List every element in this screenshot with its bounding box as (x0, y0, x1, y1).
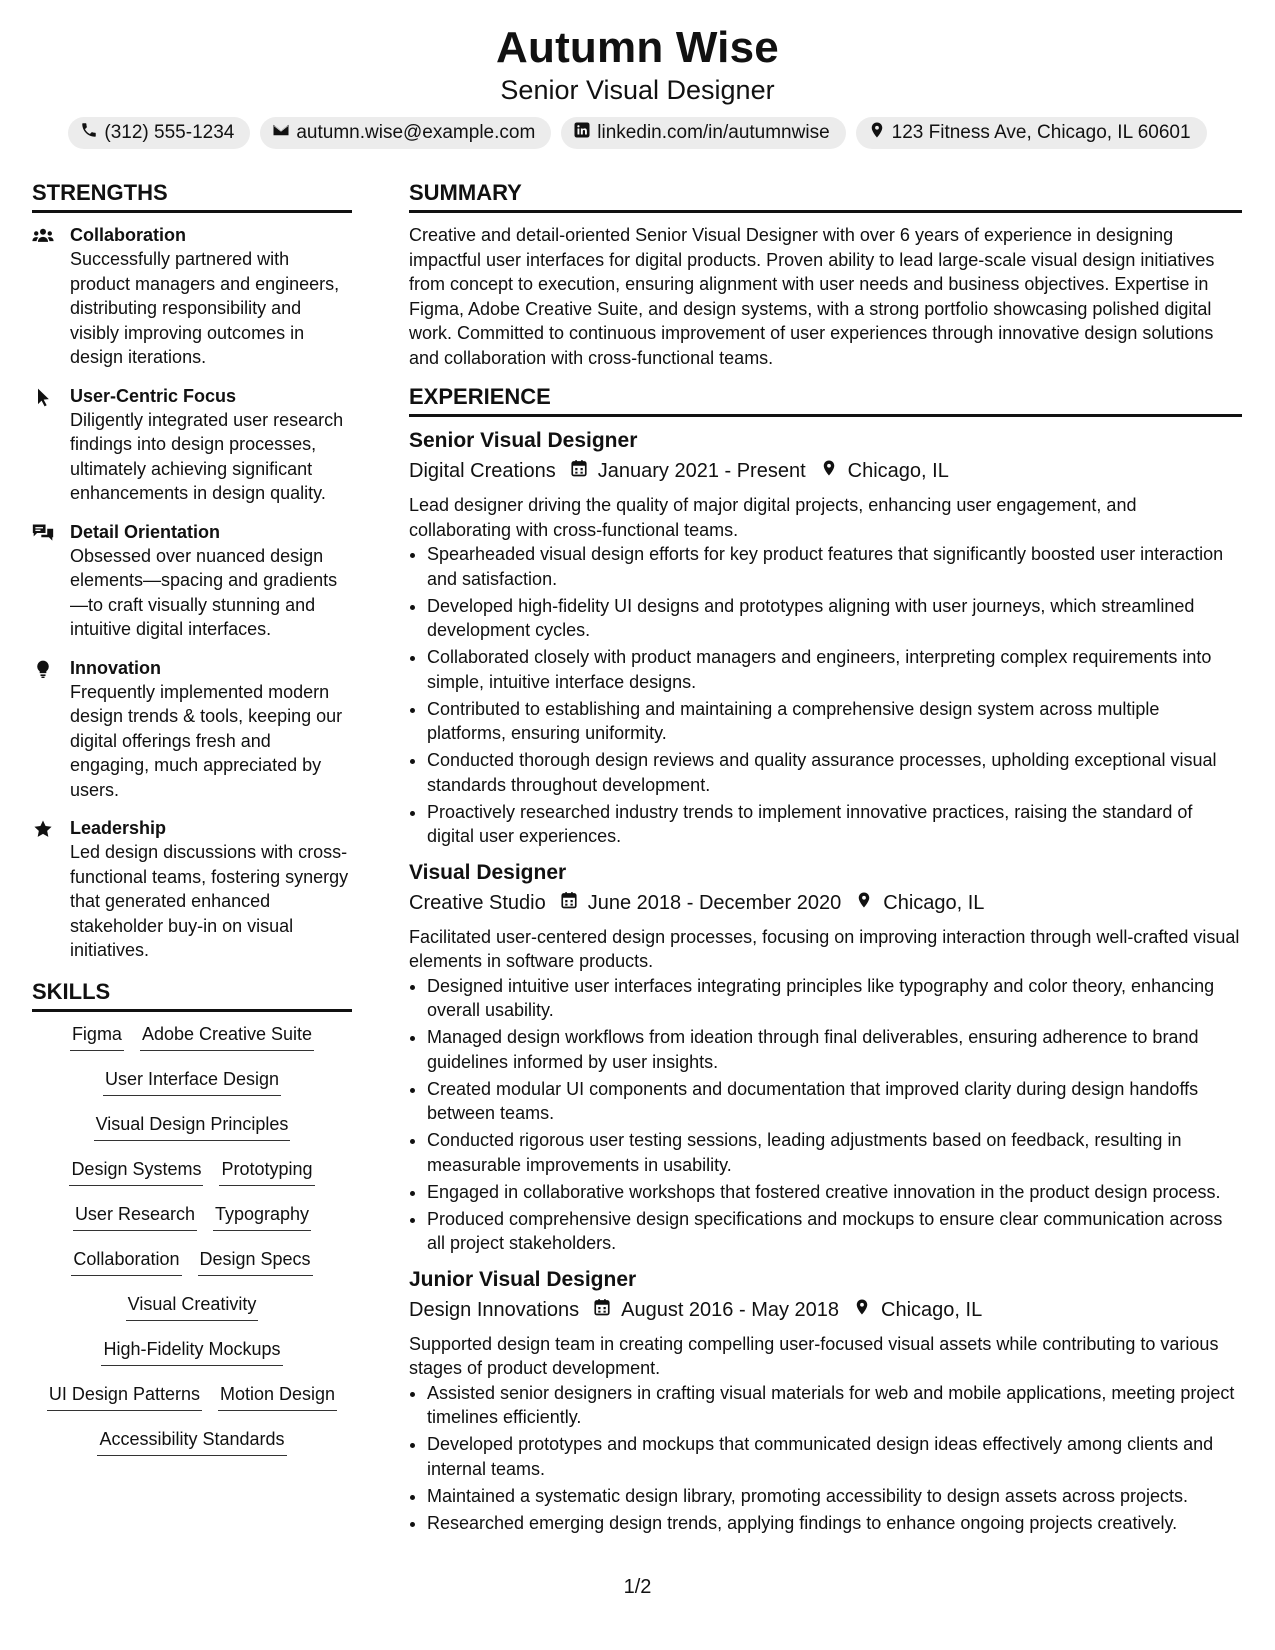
skill-tag: UI Design Patterns (47, 1382, 202, 1411)
page-number: 1/2 (623, 1576, 652, 1598)
bullet-item: • Contributed to establishing and maintaining a comprehensive design system across multiple platforms, ensuring uniformity. (427, 697, 1242, 746)
bullet-item: • Collaborated closely with product managers and engineers, interpreting complex requirements into simple, intuitive interface designs. (427, 645, 1242, 694)
job-entry (409, 427, 1242, 849)
job-location: Chicago, IL (847, 460, 949, 482)
skill-tag: Adobe Creative Suite (140, 1022, 314, 1051)
job-title: Visual Designer (409, 860, 567, 884)
resume-header (0, 0, 1275, 149)
strength-item (32, 816, 352, 963)
skill-tag: Visual Design Principles (94, 1112, 291, 1141)
strength-desc: Successfully partnered with product managers and engineers, distributing responsibility and visibly improving outcomes in design iterations. (70, 249, 340, 367)
star-icon (32, 816, 70, 963)
linkedin-contact[interactable] (561, 117, 845, 149)
job-description: Facilitated user-centered design processes, focusing on improving interaction through well-crafted visual elements in software products. (409, 926, 1240, 971)
map-pin-icon (868, 121, 886, 145)
lightbulb-icon (32, 656, 70, 803)
strength-desc: Obsessed over nuanced design elements—spacing and gradients—to craft visually stunning and intuitive digital interfaces. (70, 545, 338, 639)
bullet-item: • Engaged in collaborative workshops that fostered creative innovation in the product design process. (427, 1180, 1242, 1205)
strength-desc: Led design discussions with cross-functional teams, fostering synergy that generated enhanced stakeholder buy-in on visual initiatives. (70, 842, 349, 960)
bullet-item: • Spearheaded visual design efforts for key product features that significantly boosted user interaction and satisfaction. (427, 542, 1242, 591)
job-bullets (409, 1381, 1242, 1536)
job-meta (409, 1294, 1242, 1326)
skill-row (32, 1292, 352, 1337)
bullet-item: • Maintained a systematic design library, promoting accessibility to design assets across projects. (427, 1484, 1242, 1509)
skill-row (32, 1382, 352, 1427)
strength-desc: Diligently integrated user research findings into design processes, ultimately achieving significant enhancements in design quality. (70, 409, 344, 503)
job-description: Supported design team in creating compelling user-focused visual assets while contributing to various stages of product development. (409, 1333, 1219, 1378)
bullet-item: • Assisted senior designers in crafting visual materials for web and mobile applications, meeting project timelines efficiently. (427, 1381, 1242, 1430)
strength-item (32, 384, 352, 506)
summary-text: Creative and detail-oriented Senior Visual Designer with over 6 years of experience in designing impactful user interfaces for digital products. Proven ability to lead large-scale visual design initiatives from concept to execution, ensuring alignment with user needs and business objectives. Expertise in Figma, Adobe Creative Suite, and design systems, with a strong portfolio showcasing polished digital work. Committed to continuous improvement of user experiences through innovative design solutions and collaboration with cross-functional teams. (409, 225, 1215, 368)
experience-heading: EXPERIENCE (409, 382, 1242, 417)
skill-tag: Figma (70, 1022, 124, 1051)
job-title: Senior Visual Designer (409, 429, 638, 452)
email-text: autumn.wise@example.com (296, 122, 536, 143)
cursor-icon (32, 384, 70, 506)
bullet-item: • Produced comprehensive design specifications and mockups to ensure clear communication across all project stakeholders. (427, 1207, 1242, 1256)
chat-icon (32, 520, 70, 642)
bullet-item: • Created modular UI components and documentation that improved clarity during design handoffs between teams. (427, 1077, 1242, 1126)
phone-icon (80, 121, 98, 145)
skill-tag: High-Fidelity Mockups (101, 1337, 282, 1366)
job-location: Chicago, IL (883, 891, 985, 914)
phone-text: (312) 555-1234 (104, 122, 235, 143)
candidate-title: Senior Visual Designer (500, 75, 775, 105)
map-pin-icon (841, 887, 883, 919)
job-dates: January 2021 - Present (597, 460, 806, 482)
skill-row (32, 1202, 352, 1247)
skill-row (32, 1022, 352, 1067)
job-location: Chicago, IL (881, 1298, 983, 1321)
job-entry (409, 859, 1242, 1256)
users-icon (32, 223, 70, 370)
skill-tag: Accessibility Standards (97, 1427, 286, 1456)
bullet-item: • Developed prototypes and mockups that communicated design ideas effectively among clients and internal teams. (427, 1432, 1242, 1481)
candidate-name: Autumn Wise (496, 23, 779, 72)
left-column (32, 178, 352, 1472)
job-bullets (409, 974, 1242, 1256)
skill-row (32, 1427, 352, 1472)
skill-tag: Design Specs (198, 1247, 313, 1276)
summary-heading: SUMMARY (409, 178, 1242, 213)
skill-row (32, 1337, 352, 1382)
bullet-item: • Managed design workflows from ideation through final deliverables, ensuring adherence to brand guidelines informed by user insights. (427, 1025, 1242, 1074)
job-meta (409, 887, 1242, 919)
strength-name: Detail Orientation (70, 521, 221, 542)
right-column (409, 178, 1242, 1545)
skill-tag: User Interface Design (103, 1067, 281, 1096)
contact-bar (0, 117, 1275, 149)
address-contact (856, 117, 1207, 149)
company-name: Creative Studio (409, 891, 546, 914)
job-meta (409, 455, 1242, 487)
job-bullets (409, 542, 1242, 849)
map-pin-icon (806, 455, 848, 487)
calendar-icon (556, 455, 598, 487)
job-dates: June 2018 - December 2020 (587, 891, 842, 914)
email-contact[interactable] (260, 117, 551, 149)
strength-item (32, 520, 352, 642)
bullet-item: • Developed high-fidelity UI designs and prototypes aligning with user journeys, which streamlined development cycles. (427, 594, 1242, 643)
skills-heading: SKILLS (32, 977, 352, 1012)
skill-tag: Typography (213, 1202, 311, 1231)
company-name: Design Innovations (409, 1298, 580, 1321)
bullet-item: • Designed intuitive user interfaces integrating principles like typography and color theory, enhancing overall usability. (427, 974, 1242, 1023)
skill-row (32, 1067, 352, 1112)
job-dates: August 2016 - May 2018 (621, 1298, 840, 1321)
map-pin-icon (839, 1294, 881, 1326)
bullet-item: • Conducted thorough design reviews and quality assurance processes, upholding exceptional visual standards throughout development. (427, 748, 1242, 797)
strength-name: User-Centric Focus (70, 385, 237, 406)
company-name: Digital Creations (409, 460, 556, 482)
calendar-icon (579, 1294, 621, 1326)
skill-tag: Visual Creativity (126, 1292, 259, 1321)
strength-desc: Frequently implemented modern design trends & tools, keeping our digital offerings fresh and engaging, much appreciated by users. (70, 681, 343, 800)
strength-item (32, 223, 352, 370)
skill-row (32, 1247, 352, 1292)
skill-tag: Design Systems (69, 1157, 203, 1186)
strength-item (32, 656, 352, 803)
strength-name: Leadership (70, 818, 167, 838)
strength-name: Innovation (70, 657, 161, 678)
skill-row (32, 1157, 352, 1202)
job-title: Junior Visual Designer (409, 1267, 637, 1291)
strength-name: Collaboration (70, 225, 186, 245)
strengths-heading: STRENGTHS (32, 178, 352, 213)
skill-tag: Motion Design (218, 1382, 337, 1411)
skill-tag: User Research (73, 1202, 197, 1231)
bullet-item: • Proactively researched industry trends to implement innovative practices, raising the standard of digital user experiences. (427, 800, 1242, 849)
linkedin-text: linkedin.com/in/autumnwise (597, 122, 830, 143)
skill-row (32, 1112, 352, 1157)
skill-tag: Collaboration (71, 1247, 181, 1276)
phone-contact[interactable] (68, 117, 250, 149)
bullet-item: • Conducted rigorous user testing sessions, leading adjustments based on feedback, resulting in measurable improvements in usability. (427, 1128, 1242, 1177)
skill-tag: Prototyping (219, 1157, 314, 1186)
envelope-icon (272, 121, 290, 145)
calendar-icon (546, 887, 588, 919)
address-text: 123 Fitness Ave, Chicago, IL 60601 (891, 122, 1191, 143)
job-entry (409, 1266, 1242, 1536)
skills-list (32, 1022, 352, 1472)
job-description: Lead designer driving the quality of major digital projects, enhancing user engagement, and collaborating with cross-functional teams. (409, 495, 1137, 540)
bullet-item: • Researched emerging design trends, applying findings to enhance ongoing projects creatively. (427, 1511, 1242, 1536)
linkedin-icon (573, 121, 591, 145)
